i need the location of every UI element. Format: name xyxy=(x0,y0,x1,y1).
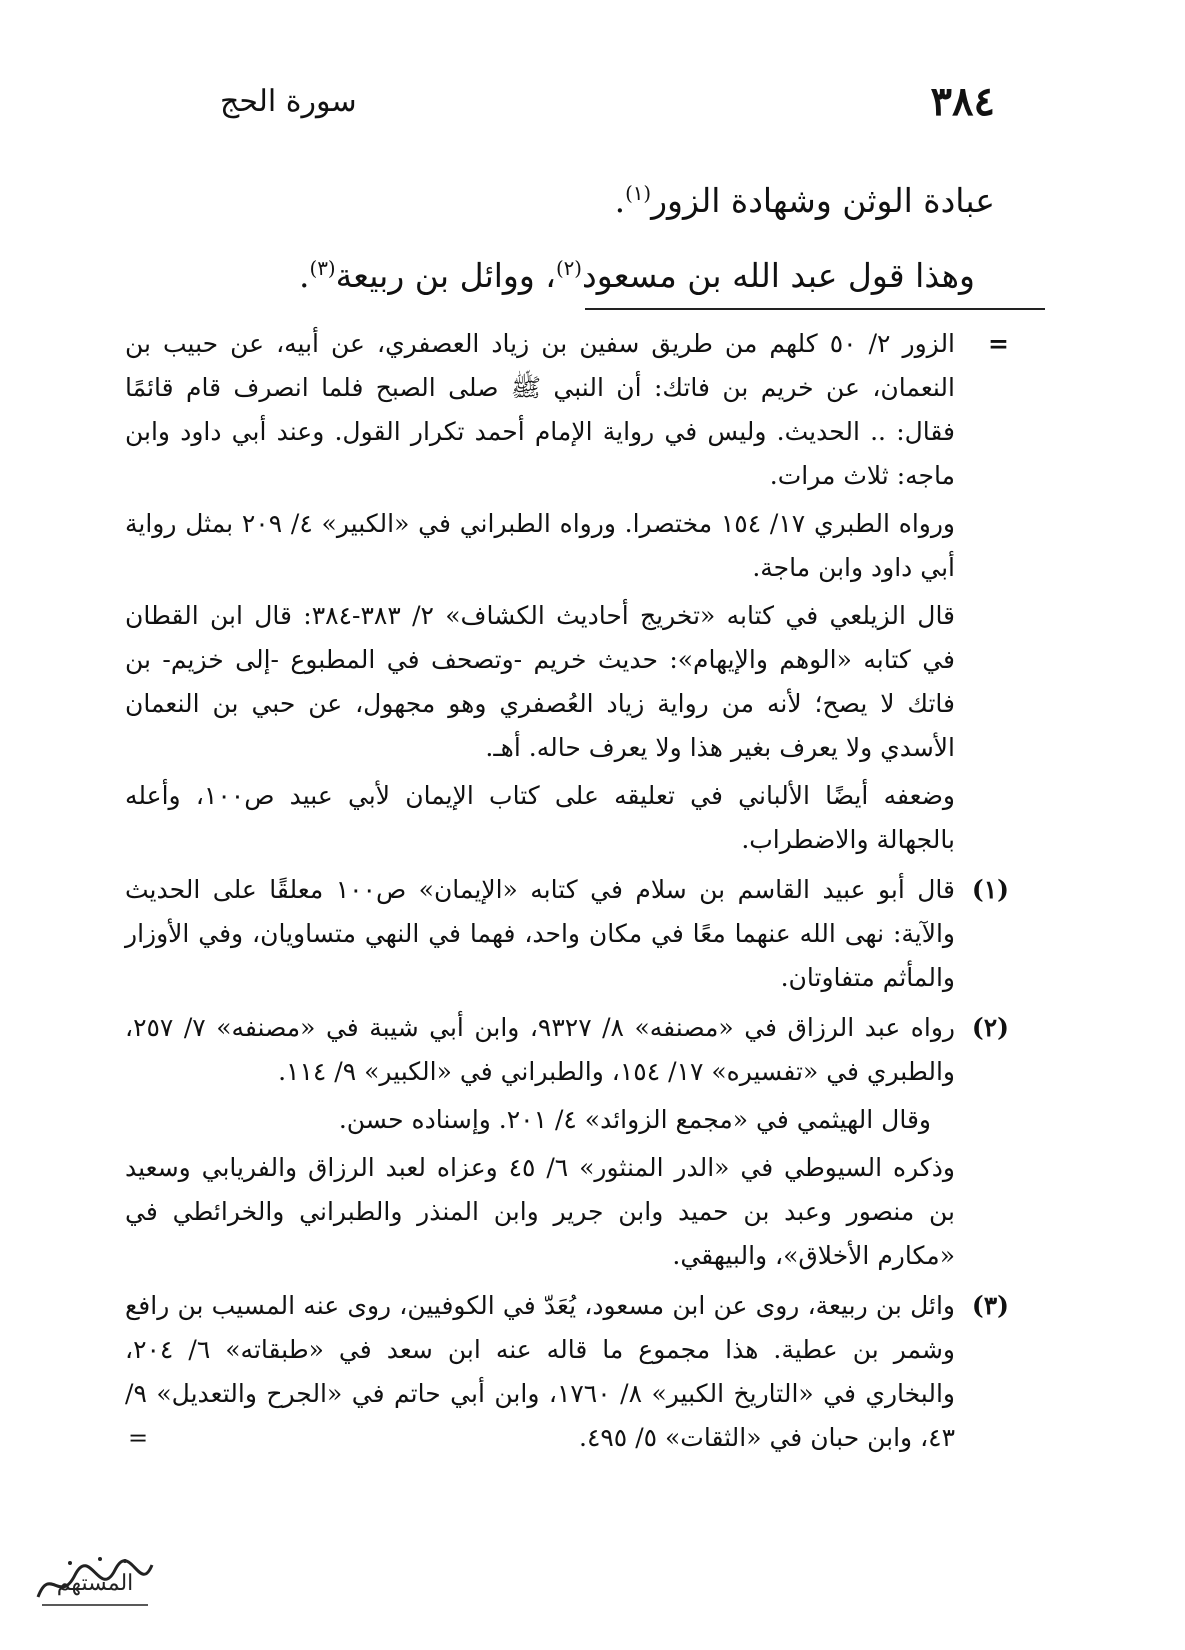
footnote-paragraph: الزور ٢/ ٥٠ كلهم من طريق سفين بن زياد العصفري، عن أبيه، عن حبيب بن النعمان، عن خريم بن فاتك: أن النبي ﷺ صلى الصبح فلما انصرف قام قائمًا فقال: .. الحديث. وليس في رواية الإمام أحمد تكرار القول. وعند أبي داود وابن ماجه: ثلاث مرات. xyxy=(125,329,956,490)
main-line-1: عبادة الوثن وشهادة الزور$^{(١)}$. xyxy=(614,181,995,220)
footnote-marker: (٣) xyxy=(971,1291,1009,1320)
continuation-marker: = xyxy=(988,329,1009,358)
footnote-ref-1[interactable]: (١) xyxy=(625,182,652,205)
surah-title: سورة الحج xyxy=(220,84,357,119)
page-number: ٣٨٤ xyxy=(930,78,995,125)
footnote-paragraph: قال أبو عبيد القاسم بن سلام في كتابه «الإيمان» ص١٠٠ معلقًا على الحديث والآية: نهى الله عنهما معًا في مكان واحد، فهما في النهي متساويان، وفي الأوزار والمأثم متفاوتان. xyxy=(125,875,955,992)
footnote-paragraph: رواه عبد الرزاق في «مصنفه» ٨/ ٩٣٢٧، وابن أبي شيبة في «مصنفه» ٧/ ٢٥٧، والطبري في «تفسيره» ١٧/ ١٥٤، والطبراني في «الكبير» ٩/ ١١٤. xyxy=(125,1013,955,1086)
footnote-ref-3[interactable]: (٣) xyxy=(309,257,336,280)
footnote-1 xyxy=(125,868,1009,1000)
footnote-divider xyxy=(585,308,1045,310)
footnote-continuation xyxy=(125,322,1009,862)
main-line-2: وهذا قول عبد الله بن مسعود$^{(٢)}$، ووائل بن ربيعة$^{(٣)}$. xyxy=(299,256,975,295)
footnote-paragraph: وضعفه أيضًا الألباني في تعليقه على كتاب الإيمان لأبي عبيد ص١٠٠، وأعله بالجهالة والاضطراب. xyxy=(125,781,955,854)
footnote-ref-2[interactable]: (٢) xyxy=(555,257,583,280)
footnote-paragraph: وائل بن ربيعة، روى عن ابن مسعود، يُعَدّ في الكوفيين، روى عنه المسيب بن رافع وشمر بن عطية. هذا مجموع ما قاله عنه ابن سعد في «طبقاته» ٦/ ٢٠٤، والبخاري في «التاريخ الكبير» ٨/ ١٧٦٠، وابن أبي حاتم في «الجرح والتعديل» ٩/ ٤٣، وابن حبان في «الثقات» ٥/ ٤٩٥. xyxy=(125,1291,955,1452)
footnote-paragraph: وذكره السيوطي في «الدر المنثور» ٦/ ٤٥ وعزاه لعبد الرزاق والفريابي وسعيد بن منصور وعبد بن حميد وابن جرير وابن المنذر والطبراني والخرائطي في «مكارم الأخلاق»، والبيهقي. xyxy=(125,1153,955,1270)
main-text xyxy=(180,160,995,310)
library-logo-icon xyxy=(30,1545,160,1615)
end-continuation-marker: = xyxy=(128,1424,149,1452)
svg-text:المستهم: المستهم xyxy=(56,1571,134,1596)
footnotes-section xyxy=(125,322,1009,1460)
footnote-marker: (١) xyxy=(971,875,1009,904)
footnote-paragraph: قال الزيلعي في كتابه «تخريج أحاديث الكشاف» ٢/ ٣٨٣-٣٨٤: قال ابن القطان في كتابه «الوهم والإيهام»: حديث خريم -وتصحف في المطبوع -إلى خزيم- بن فاتك لا يصح؛ لأنه من رواية زياد العُصفري وهو مجهول، عن حبي بن النعمان الأسدي ولا يعرف بغير هذا ولا يعرف حاله. أهـ. xyxy=(125,601,956,762)
page-header xyxy=(120,78,995,138)
footnote-paragraph: وقال الهيثمي في «مجمع الزوائد» ٤/ ٢٠١. وإسناده حسن. xyxy=(338,1105,931,1134)
footnote-2 xyxy=(125,1006,1009,1278)
footnote-paragraph: ورواه الطبري ١٧/ ١٥٤ مختصرا. ورواه الطبراني في «الكبير» ٤/ ٢٠٩ بمثل رواية أبي داود وابن ماجة. xyxy=(125,509,955,582)
footnote-3 xyxy=(125,1284,1009,1460)
footnote-marker: (٢) xyxy=(971,1013,1009,1042)
library-logo-icon xyxy=(30,1545,160,1615)
